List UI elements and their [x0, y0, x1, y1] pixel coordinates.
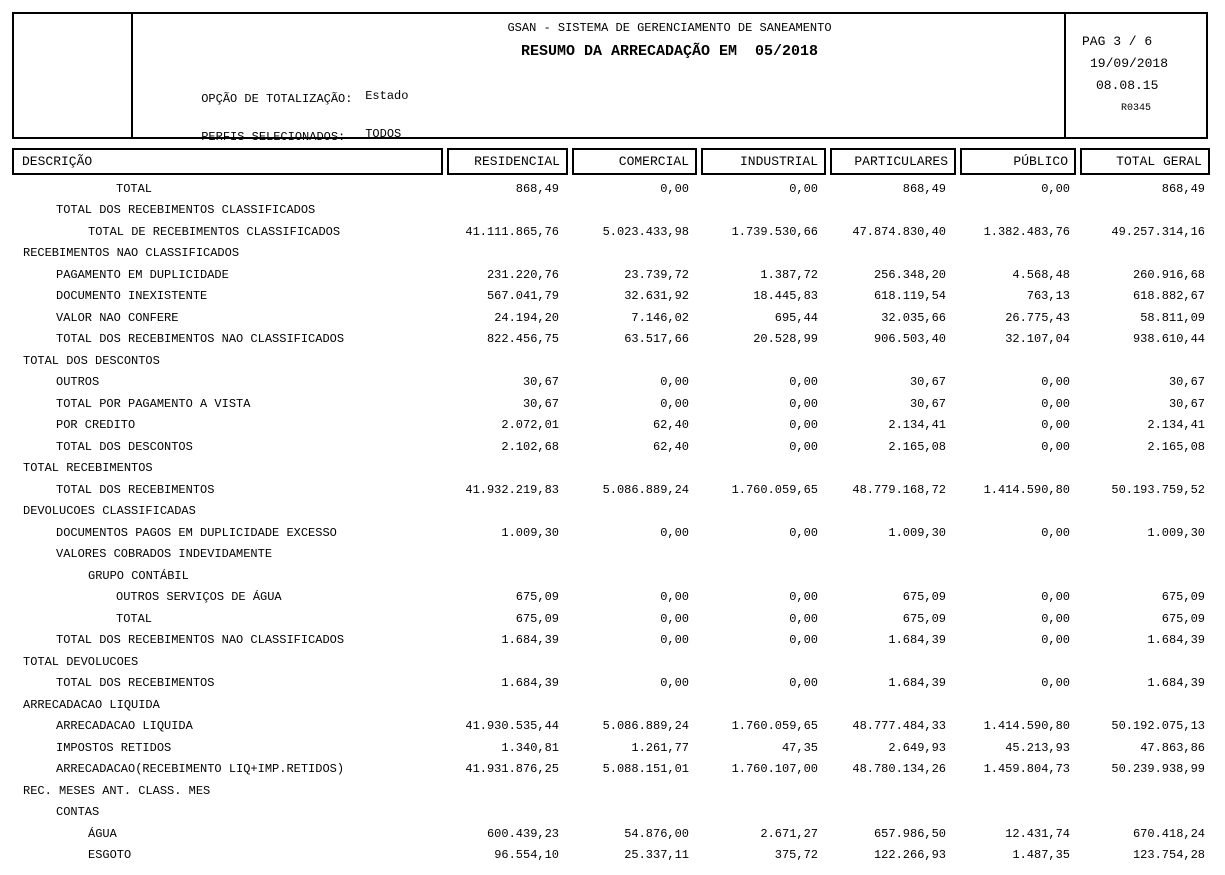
- cell-comercial: 5.088.151,01: [602, 762, 689, 777]
- row-label: TOTAL DOS RECEBIMENTOS CLASSIFICADOS: [56, 203, 316, 218]
- table-section-row: [12, 544, 1210, 566]
- cell-comercial: 25.337,11: [624, 848, 689, 863]
- cell-particulares: 32.035,66: [881, 310, 946, 325]
- cell-residencial: 41.930.535,44: [465, 719, 559, 734]
- cell-comercial: 1.261,77: [631, 740, 689, 755]
- cell-total-geral: 260.916,68: [1132, 267, 1205, 282]
- cell-industrial: 375,72: [774, 848, 818, 863]
- row-label: TOTAL DEVOLUCOES: [23, 654, 139, 669]
- cell-total-geral: 670.418,24: [1132, 826, 1205, 841]
- cell-total-geral: 675,09: [1161, 611, 1205, 626]
- cell-residencial: 30,67: [522, 396, 559, 411]
- cell-industrial: 0,00: [789, 396, 818, 411]
- cell-residencial: 1.009,30: [501, 525, 559, 540]
- page-title: RESUMO DA ARRECADAÇÃO EM 05/2018: [520, 43, 819, 60]
- table-row: [12, 393, 1210, 415]
- system-title: GSAN - SISTEMA DE GERENCIAMENTO DE SANEAMENTO: [507, 21, 832, 35]
- cell-particulares: 48.777.484,33: [852, 719, 946, 734]
- cell-publico: 1.414.590,80: [983, 719, 1070, 734]
- table-row: [12, 307, 1210, 329]
- cell-total-geral: 1.009,30: [1147, 525, 1205, 540]
- cell-total-geral: 47.863,86: [1140, 740, 1205, 755]
- cell-comercial: 0,00: [660, 633, 689, 648]
- cell-total-geral: 49.257.314,16: [1111, 224, 1205, 239]
- cell-particulares: 30,67: [909, 375, 946, 390]
- cell-particulares: 906.503,40: [873, 332, 946, 347]
- report-date: 19/09/2018: [1090, 56, 1169, 71]
- table-row: [12, 845, 1210, 867]
- cell-comercial: 0,00: [660, 525, 689, 540]
- cell-total-geral: 58.811,09: [1140, 310, 1205, 325]
- row-label: TOTAL POR PAGAMENTO A VISTA: [56, 396, 251, 411]
- cell-residencial: 567.041,79: [486, 289, 559, 304]
- cell-particulares: 47.874.830,40: [852, 224, 946, 239]
- cell-total-geral: 50.192.075,13: [1111, 719, 1205, 734]
- cell-publico: 26.775,43: [1005, 310, 1070, 325]
- row-label: VALORES COBRADOS INDEVIDAMENTE: [56, 547, 273, 562]
- cell-comercial: 7.146,02: [631, 310, 689, 325]
- report-time: 08.08.15: [1096, 78, 1159, 93]
- cell-publico: 763,13: [1026, 289, 1070, 304]
- cell-particulares: 30,67: [909, 396, 946, 411]
- cell-particulares: 675,09: [902, 590, 946, 605]
- cell-industrial: 0,00: [789, 633, 818, 648]
- row-label: DEVOLUCOES CLASSIFICADAS: [23, 504, 196, 519]
- row-label: ÁGUA: [88, 826, 117, 841]
- cell-industrial: 0,00: [789, 590, 818, 605]
- table-section-row: [12, 243, 1210, 265]
- cell-particulares: 2.165,08: [888, 439, 946, 454]
- cell-comercial: 0,00: [660, 611, 689, 626]
- table-row: [12, 673, 1210, 695]
- cell-publico: 45.213,93: [1005, 740, 1070, 755]
- row-label: TOTAL: [116, 611, 153, 626]
- cell-residencial: 2.072,01: [501, 418, 559, 433]
- cell-industrial: 0,00: [789, 375, 818, 390]
- row-label: TOTAL DOS RECEBIMENTOS NAO CLASSIFICADOS: [56, 633, 345, 648]
- cell-industrial: 18.445,83: [753, 289, 818, 304]
- cell-publico: 0,00: [1041, 396, 1070, 411]
- row-label: OUTROS: [56, 375, 100, 390]
- cell-residencial: 30,67: [522, 375, 559, 390]
- cell-total-geral: 50.193.759,52: [1111, 482, 1205, 497]
- cell-particulares: 48.779.168,72: [852, 482, 946, 497]
- cell-particulares: 1.684,39: [888, 633, 946, 648]
- report-titles: [133, 14, 1206, 60]
- table-row: [12, 264, 1210, 286]
- table-row: [12, 587, 1210, 609]
- cell-publico: 0,00: [1041, 590, 1070, 605]
- table-section-row: [12, 350, 1210, 372]
- report-header: [12, 12, 1208, 144]
- row-label: CONTAS: [56, 805, 100, 820]
- row-label: TOTAL DE RECEBIMENTOS CLASSIFICADOS: [88, 224, 341, 239]
- cell-publico: 0,00: [1041, 611, 1070, 626]
- row-label: REC. MESES ANT. CLASS. MES: [23, 783, 211, 798]
- row-label: IMPOSTOS RETIDOS: [56, 740, 172, 755]
- row-label: TOTAL DOS DESCONTOS: [56, 439, 193, 454]
- cell-total-geral: 868,49: [1161, 181, 1205, 196]
- cell-industrial: 0,00: [789, 439, 818, 454]
- profiles-value: TODOS: [365, 127, 402, 141]
- cell-residencial: 231.220,76: [486, 267, 559, 282]
- table-row: [12, 716, 1210, 738]
- cell-residencial: 1.684,39: [501, 676, 559, 691]
- cell-residencial: 24.194,20: [494, 310, 559, 325]
- cell-particulares: 2.134,41: [888, 418, 946, 433]
- cell-publico: 4.568,48: [1012, 267, 1070, 282]
- cell-publico: 0,00: [1041, 633, 1070, 648]
- cell-total-geral: 618.882,67: [1132, 289, 1205, 304]
- table-row: [12, 759, 1210, 781]
- cell-residencial: 600.439,23: [486, 826, 559, 841]
- column-header-industrial: INDUSTRIAL: [701, 148, 826, 175]
- column-header-publico: PÚBLICO: [960, 148, 1076, 175]
- page-info-box: [1064, 14, 1206, 137]
- cell-residencial: 2.102,68: [501, 439, 559, 454]
- row-label: TOTAL DOS RECEBIMENTOS: [56, 676, 215, 691]
- table-row: [12, 372, 1210, 394]
- row-label: TOTAL DOS RECEBIMENTOS: [56, 482, 215, 497]
- cell-particulares: 675,09: [902, 611, 946, 626]
- row-label: DOCUMENTOS PAGOS EM DUPLICIDADE EXCESSO: [56, 525, 337, 540]
- cell-residencial: 675,09: [515, 590, 559, 605]
- row-label: ARRECADACAO LIQUIDA: [23, 697, 160, 712]
- cell-industrial: 0,00: [789, 525, 818, 540]
- cell-comercial: 5.086.889,24: [602, 482, 689, 497]
- column-header-residencial: RESIDENCIAL: [447, 148, 568, 175]
- totalization-label: OPÇÃO DE TOTALIZAÇÃO:: [201, 92, 353, 106]
- cell-comercial: 23.739,72: [624, 267, 689, 282]
- cell-publico: 1.487,35: [1012, 848, 1070, 863]
- cell-particulares: 2.649,93: [888, 740, 946, 755]
- column-header-total-geral: TOTAL GERAL: [1080, 148, 1210, 175]
- cell-publico: 32.107,04: [1005, 332, 1070, 347]
- cell-comercial: 32.631,92: [624, 289, 689, 304]
- cell-industrial: 1.739.530,66: [731, 224, 818, 239]
- row-label: POR CREDITO: [56, 418, 136, 433]
- cell-industrial: 20.528,99: [753, 332, 818, 347]
- cell-publico: 1.459.804,73: [983, 762, 1070, 777]
- row-label: RECEBIMENTOS NAO CLASSIFICADOS: [23, 246, 240, 261]
- row-label: ARRECADACAO(RECEBIMENTO LIQ+IMP.RETIDOS): [56, 762, 345, 777]
- cell-publico: 0,00: [1041, 676, 1070, 691]
- cell-residencial: 41.932.219,83: [465, 482, 559, 497]
- cell-total-geral: 1.684,39: [1147, 633, 1205, 648]
- cell-industrial: 0,00: [789, 181, 818, 196]
- cell-publico: 1.414.590,80: [983, 482, 1070, 497]
- row-label: ESGOTO: [88, 848, 132, 863]
- row-label: TOTAL: [116, 181, 153, 196]
- cell-comercial: 5.023.433,98: [602, 224, 689, 239]
- cell-residencial: 1.340,81: [501, 740, 559, 755]
- row-label: TOTAL DOS DESCONTOS: [23, 353, 160, 368]
- cell-publico: 12.431,74: [1005, 826, 1070, 841]
- cell-particulares: 122.266,93: [873, 848, 946, 863]
- page-number: PAG 3 / 6: [1082, 34, 1153, 49]
- cell-comercial: 0,00: [660, 590, 689, 605]
- cell-industrial: 1.760.059,65: [731, 482, 818, 497]
- cell-industrial: 0,00: [789, 418, 818, 433]
- totalization-line: [158, 78, 408, 120]
- table-section-row: [12, 780, 1210, 802]
- totalization-value: Estado: [365, 89, 409, 103]
- table-section-row: [12, 802, 1210, 824]
- row-label: GRUPO CONTÁBIL: [88, 568, 189, 583]
- cell-particulares: 868,49: [902, 181, 946, 196]
- cell-residencial: 675,09: [515, 611, 559, 626]
- cell-comercial: 62,40: [652, 439, 689, 454]
- cell-residencial: 41.111.865,76: [465, 224, 559, 239]
- table-header-row: [12, 148, 1210, 175]
- column-header-comercial: COMERCIAL: [572, 148, 697, 175]
- cell-industrial: 0,00: [789, 611, 818, 626]
- table-row: [12, 436, 1210, 458]
- table-body: [12, 178, 1210, 866]
- table-section-row: [12, 694, 1210, 716]
- table-row: [12, 737, 1210, 759]
- cell-comercial: 0,00: [660, 676, 689, 691]
- cell-comercial: 54.876,00: [624, 826, 689, 841]
- cell-total-geral: 938.610,44: [1132, 332, 1205, 347]
- table-section-row: [12, 458, 1210, 480]
- cell-particulares: 618.119,54: [873, 289, 946, 304]
- cell-total-geral: 2.134,41: [1147, 418, 1205, 433]
- table-row: [12, 286, 1210, 308]
- cell-publico: 0,00: [1041, 439, 1070, 454]
- table-row: [12, 221, 1210, 243]
- table-row: [12, 630, 1210, 652]
- column-header-descricao: DESCRIÇÃO: [12, 148, 443, 175]
- row-label: OUTROS SERVIÇOS DE ÁGUA: [116, 590, 282, 605]
- cell-publico: 0,00: [1041, 418, 1070, 433]
- cell-particulares: 1.009,30: [888, 525, 946, 540]
- cell-industrial: 0,00: [789, 676, 818, 691]
- table-row: [12, 415, 1210, 437]
- cell-publico: 0,00: [1041, 525, 1070, 540]
- column-header-particulares: PARTICULARES: [830, 148, 956, 175]
- cell-residencial: 96.554,10: [494, 848, 559, 863]
- cell-publico: 0,00: [1041, 375, 1070, 390]
- cell-particulares: 1.684,39: [888, 676, 946, 691]
- cell-publico: 1.382.483,76: [983, 224, 1070, 239]
- cell-residencial: 868,49: [515, 181, 559, 196]
- table-row: [12, 178, 1210, 200]
- table-row: [12, 823, 1210, 845]
- row-label: TOTAL RECEBIMENTOS: [23, 461, 153, 476]
- row-label: ARRECADACAO LIQUIDA: [56, 719, 193, 734]
- cell-comercial: 0,00: [660, 396, 689, 411]
- cell-comercial: 5.086.889,24: [602, 719, 689, 734]
- cell-total-geral: 2.165,08: [1147, 439, 1205, 454]
- cell-residencial: 41.931.876,25: [465, 762, 559, 777]
- cell-residencial: 1.684,39: [501, 633, 559, 648]
- row-label: VALOR NAO CONFERE: [56, 310, 179, 325]
- cell-publico: 0,00: [1041, 181, 1070, 196]
- logo-box: [14, 14, 133, 137]
- table-section-row: [12, 651, 1210, 673]
- profiles-label: PERFIS SELECIONADOS:: [201, 130, 346, 144]
- cell-comercial: 0,00: [660, 375, 689, 390]
- cell-total-geral: 1.684,39: [1147, 676, 1205, 691]
- cell-comercial: 62,40: [652, 418, 689, 433]
- cell-total-geral: 123.754,28: [1132, 848, 1205, 863]
- row-label: TOTAL DOS RECEBIMENTOS NAO CLASSIFICADOS: [56, 332, 345, 347]
- cell-particulares: 657.986,50: [873, 826, 946, 841]
- table-section-row: [12, 501, 1210, 523]
- cell-industrial: 695,44: [774, 310, 818, 325]
- cell-particulares: 48.780.134,26: [852, 762, 946, 777]
- cell-industrial: 1.760.107,00: [731, 762, 818, 777]
- cell-comercial: 63.517,66: [624, 332, 689, 347]
- cell-total-geral: 50.239.938,99: [1111, 762, 1205, 777]
- cell-particulares: 256.348,20: [873, 267, 946, 282]
- table-section-row: [12, 565, 1210, 587]
- table-row: [12, 608, 1210, 630]
- cell-comercial: 0,00: [660, 181, 689, 196]
- cell-total-geral: 30,67: [1168, 396, 1205, 411]
- cell-industrial: 1.387,72: [760, 267, 818, 282]
- row-label: DOCUMENTO INEXISTENTE: [56, 289, 208, 304]
- cell-industrial: 2.671,27: [760, 826, 818, 841]
- table-section-row: [12, 200, 1210, 222]
- report-code: R0345: [1120, 103, 1151, 114]
- cell-total-geral: 30,67: [1168, 375, 1205, 390]
- table-row: [12, 479, 1210, 501]
- table-row: [12, 522, 1210, 544]
- cell-industrial: 1.760.059,65: [731, 719, 818, 734]
- row-label: PAGAMENTO EM DUPLICIDADE: [56, 267, 229, 282]
- cell-industrial: 47,35: [781, 740, 818, 755]
- table-row: [12, 329, 1210, 351]
- cell-total-geral: 675,09: [1161, 590, 1205, 605]
- cell-residencial: 822.456,75: [486, 332, 559, 347]
